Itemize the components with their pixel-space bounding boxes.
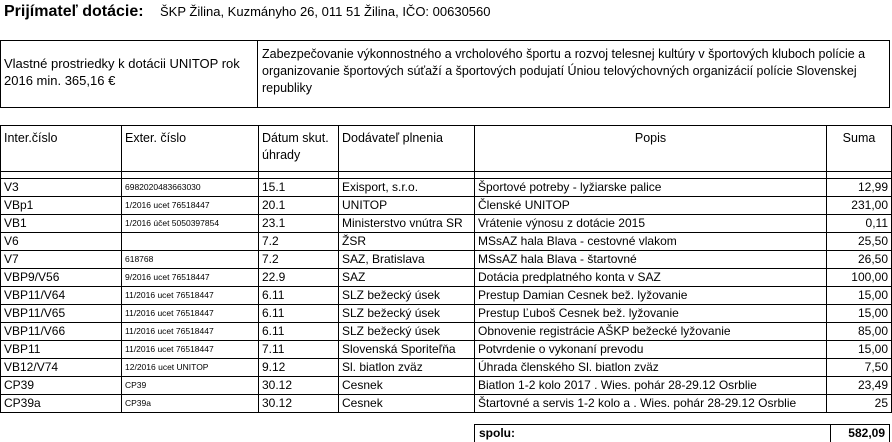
payment-date-cell: 6.11 xyxy=(259,287,339,305)
description-cell: Obnovenie registrácie AŠKP bežecké lyžovanie xyxy=(475,323,827,341)
amount-cell: 12,99 xyxy=(827,179,892,197)
info-box xyxy=(0,40,890,108)
exter-number-cell: 11/2016 ucet 76518447 xyxy=(122,287,259,305)
amount-cell: 25 xyxy=(827,395,892,413)
inter-number-cell: VBP11/V66 xyxy=(1,323,122,341)
inter-number-cell: V7 xyxy=(1,251,122,269)
exter-number-cell xyxy=(122,233,259,251)
description-cell: Vrátenie výnosu z dotácie 2015 xyxy=(475,215,827,233)
amount-cell: 23,49 xyxy=(827,377,892,395)
exter-number-cell: 11/2016 ucet 76518447 xyxy=(122,305,259,323)
description-cell: Prestup Ľuboš Cesnek bež. lyžovanie xyxy=(475,305,827,323)
total-label: spolu: xyxy=(475,425,831,442)
col-header-amount: Suma xyxy=(827,126,892,172)
expense-table xyxy=(0,125,892,413)
table-row xyxy=(1,305,892,323)
recipient-value: ŠKP Žilina, Kuzmányho 26, 011 51 Žilina, IČO: 00630560 xyxy=(160,4,491,19)
exter-number-cell: 1/2016 ucet 76518447 xyxy=(122,197,259,215)
supplier-cell: Cesnek xyxy=(339,377,475,395)
table-row xyxy=(1,179,892,197)
description-cell: MSsAZ hala Blava - štartovné xyxy=(475,251,827,269)
payment-date-cell: 20.1 xyxy=(259,197,339,215)
inter-number-cell: CP39a xyxy=(1,395,122,413)
inter-number-cell: VBP9/V56 xyxy=(1,269,122,287)
amount-cell: 15,00 xyxy=(827,341,892,359)
supplier-cell: Exisport, s.r.o. xyxy=(339,179,475,197)
supplier-cell: SAZ xyxy=(339,269,475,287)
payment-date-cell: 6.11 xyxy=(259,323,339,341)
exter-number-cell: 11/2016 ucet 76518447 xyxy=(122,323,259,341)
supplier-cell: SAZ, Bratislava xyxy=(339,251,475,269)
description-cell: Dotácia predplatného konta v SAZ xyxy=(475,269,827,287)
amount-cell: 15,00 xyxy=(827,287,892,305)
table-row xyxy=(1,287,892,305)
exter-number-cell: 618768 xyxy=(122,251,259,269)
table-header-row xyxy=(1,126,892,172)
exter-number-cell: 9/2016 ucet 76518447 xyxy=(122,269,259,287)
description-cell: MSsAZ hala Blava - cestovné vlakom xyxy=(475,233,827,251)
payment-date-cell: 23.1 xyxy=(259,215,339,233)
payment-date-cell: 7.11 xyxy=(259,341,339,359)
payment-date-cell: 30.12 xyxy=(259,395,339,413)
col-header-description: Popis xyxy=(475,126,827,172)
amount-cell: 100,00 xyxy=(827,269,892,287)
description-cell: Biatlon 1-2 kolo 2017 . Wies. pohár 28-29.12 Osrblie xyxy=(475,377,827,395)
table-row xyxy=(1,197,892,215)
supplier-cell: SLZ bežecký úsek xyxy=(339,305,475,323)
inter-number-cell: VBP11/V65 xyxy=(1,305,122,323)
supplier-cell: Sl. biatlon zväz xyxy=(339,359,475,377)
payment-date-cell: 22.9 xyxy=(259,269,339,287)
description-cell: Úhrada členského Sl. biatlon zväz xyxy=(475,359,827,377)
description-cell: Športové potreby - lyžiarske palice xyxy=(475,179,827,197)
amount-cell: 7,50 xyxy=(827,359,892,377)
inter-number-cell: VBp1 xyxy=(1,197,122,215)
supplier-cell: SLZ bežecký úsek xyxy=(339,287,475,305)
supplier-cell: UNITOP xyxy=(339,197,475,215)
amount-cell: 85,00 xyxy=(827,323,892,341)
supplier-cell: Cesnek xyxy=(339,395,475,413)
payment-date-cell: 7.2 xyxy=(259,251,339,269)
purpose-text: Zabezpečovanie výkonnostného a vrcholového športu a rozvoj telesnej kultúry v športových kluboch polície a organizovanie športových súťaží a športových podujatí Úniou telovýchovných organizácií polície Slovenskej republiky xyxy=(262,47,866,95)
exter-number-cell: 1/2016 účet 5050397854 xyxy=(122,215,259,233)
exter-number-cell: 6982020483663030 xyxy=(122,179,259,197)
table-row xyxy=(1,359,892,377)
payment-date-cell: 30.12 xyxy=(259,377,339,395)
description-cell: Prestup Damian Cesnek bež. lyžovanie xyxy=(475,287,827,305)
table-row xyxy=(1,377,892,395)
table-row xyxy=(1,323,892,341)
description-cell: Štartovné a servis 1-2 kolo a . Wies. pohár 28-29.12 Osrblie xyxy=(475,395,827,413)
table-row xyxy=(1,251,892,269)
recipient-header xyxy=(4,3,491,25)
col-header-date: Dátum skut. úhrady xyxy=(259,126,339,172)
supplier-cell: ŽSR xyxy=(339,233,475,251)
exter-number-cell: 12/2016 ucet UNITOP xyxy=(122,359,259,377)
amount-cell: 0,11 xyxy=(827,215,892,233)
supplier-cell: SLZ bežecký úsek xyxy=(339,323,475,341)
description-cell: Členské UNITOP xyxy=(475,197,827,215)
amount-cell: 15,00 xyxy=(827,305,892,323)
inter-number-cell: VBP11 xyxy=(1,341,122,359)
amount-cell: 26,50 xyxy=(827,251,892,269)
payment-date-cell: 6.11 xyxy=(259,305,339,323)
exter-number-cell: 11/2016 ucet 76518447 xyxy=(122,341,259,359)
supplier-cell: Ministerstvo vnútra SR xyxy=(339,215,475,233)
own-funds-text: Vlastné prostriedky k dotácii UNITOP rok 2016 min. 365,16 € xyxy=(1,41,258,107)
col-header-inter: Inter.číslo xyxy=(1,126,122,172)
total-row xyxy=(474,424,890,442)
recipient-label: Prijímateľ dotácie: xyxy=(4,3,144,20)
table-row xyxy=(1,395,892,413)
inter-number-cell: V6 xyxy=(1,233,122,251)
col-header-exter: Exter. číslo xyxy=(122,126,259,172)
inter-number-cell: VB1 xyxy=(1,215,122,233)
payment-date-cell: 7.2 xyxy=(259,233,339,251)
total-value: 582,09 xyxy=(848,426,885,440)
payment-date-cell: 9.12 xyxy=(259,359,339,377)
table-row xyxy=(1,341,892,359)
table-row xyxy=(1,233,892,251)
inter-number-cell: CP39 xyxy=(1,377,122,395)
col-header-supplier: Dodávateľ plnenia xyxy=(339,126,475,172)
exter-number-cell: CP39a xyxy=(122,395,259,413)
supplier-cell: Slovenská Sporiteľňa xyxy=(339,341,475,359)
exter-number-cell: CP39 xyxy=(122,377,259,395)
amount-cell: 231,00 xyxy=(827,197,892,215)
description-cell: Potvrdenie o vykonaní prevodu xyxy=(475,341,827,359)
amount-cell: 25,50 xyxy=(827,233,892,251)
spacer-row xyxy=(1,172,892,179)
table-row xyxy=(1,215,892,233)
table-row xyxy=(1,269,892,287)
inter-number-cell: VBP11/V64 xyxy=(1,287,122,305)
payment-date-cell: 15.1 xyxy=(259,179,339,197)
inter-number-cell: V3 xyxy=(1,179,122,197)
inter-number-cell: VB12/V74 xyxy=(1,359,122,377)
